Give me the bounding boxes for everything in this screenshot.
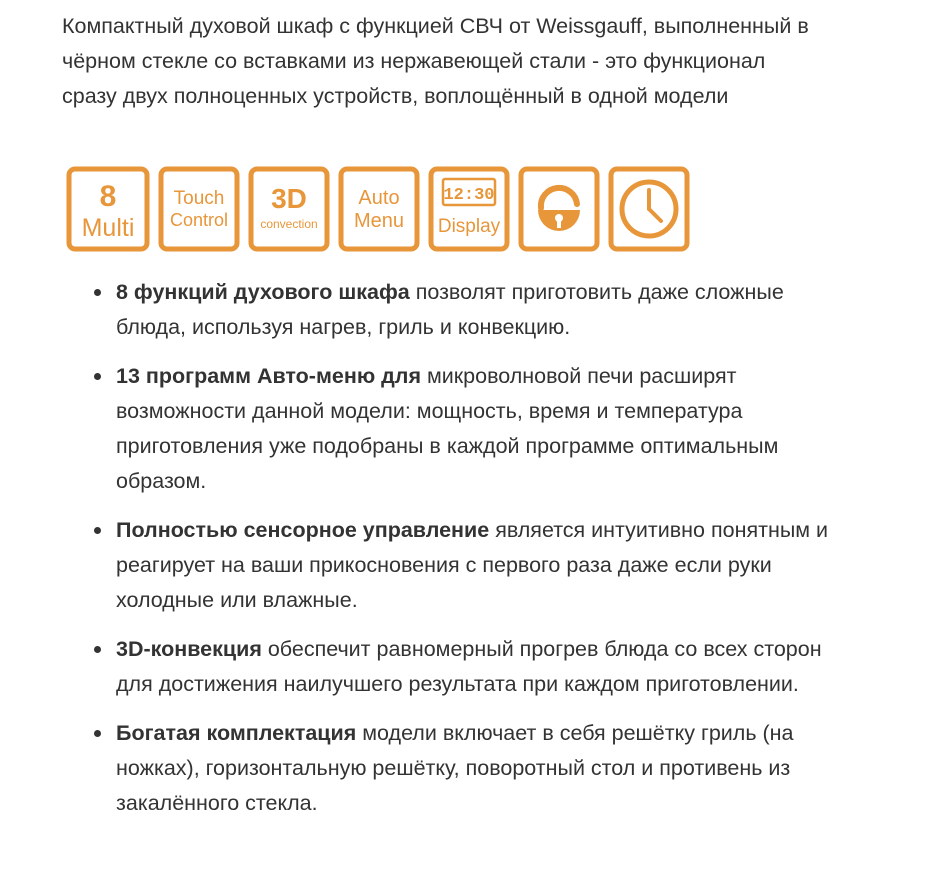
feature-text: модели включает в себя решётку гриль (на ножках), горизонтальную решётку, поворотный стол и противень из закалённого стекла. — [116, 721, 794, 815]
child-lock-icon — [518, 166, 600, 252]
list-item — [90, 513, 850, 618]
bullet — [94, 289, 101, 296]
8-multi-icon — [66, 166, 150, 252]
auto-menu-icon — [338, 166, 420, 252]
badge-display-line1: 12:30 — [443, 186, 495, 205]
feature-text: позволят приготовить даже сложные блюда, используя нагрев, гриль и конвекцию. — [116, 280, 784, 339]
badge-touch-line2: Control — [169, 210, 229, 230]
badge-3d-line2: convection — [260, 217, 318, 231]
feature-text: микроволновой печи расширят возможности данной модели: мощность, время и температура приготовления уже подобраны в каждой программе оптимальным образом. — [116, 364, 779, 493]
badge-auto-line2: Menu — [353, 210, 405, 232]
feature-title: 3D-конвекция — [116, 637, 262, 661]
clock-icon — [608, 166, 690, 252]
feature-text: обеспечит равномерный прогрев блюда со всех сторон для достижения наилучшего результата при каждом приготовлении. — [116, 637, 822, 696]
feature-title: 13 программ Авто-меню для — [116, 364, 421, 388]
list-item — [90, 359, 850, 499]
feature-title: 8 функций духового шкафа — [116, 280, 410, 304]
list-item — [90, 716, 850, 821]
display-icon — [428, 166, 510, 252]
feature-title: Полностью сенсорное управление — [116, 518, 490, 542]
badge-touch-line1: Touch — [173, 188, 225, 209]
feature-text: является интуитивно понятным и реагирует на ваши прикосновения с первого раза даже если руки холодные или влажные. — [116, 518, 829, 612]
feature-list — [90, 275, 850, 835]
touch-control-icon — [158, 166, 240, 252]
intro-paragraph: Компактный духовой шкаф с функцией СВЧ от Weissgauff, выполненный в чёрном стекле со вставками из нержавеющей стали - это функционал сразу двух полноценных устройств, воплощённый в одной модели — [62, 14, 809, 108]
list-item — [90, 275, 850, 345]
badge-8-multi-line1: 8 — [99, 180, 117, 213]
feature-badges — [66, 166, 698, 252]
bullet — [94, 373, 101, 380]
3d-convection-icon — [248, 166, 330, 252]
badge-8-multi-line2: Multi — [81, 214, 135, 242]
bullet — [94, 527, 101, 534]
bullet — [94, 646, 101, 653]
badge-auto-line1: Auto — [358, 187, 400, 209]
feature-title: Богатая комплектация — [116, 721, 357, 745]
bullet — [94, 730, 101, 737]
list-item — [90, 632, 850, 702]
badge-3d-line1: 3D — [271, 183, 307, 214]
badge-display-line2: Display — [437, 216, 501, 237]
